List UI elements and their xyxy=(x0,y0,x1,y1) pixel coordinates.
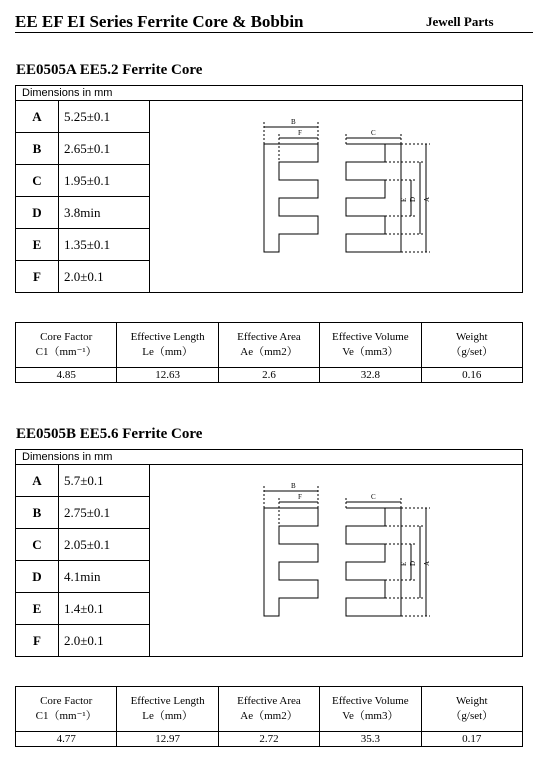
document-title: EE EF EI Series Ferrite Core & Bobbin xyxy=(15,12,304,31)
spec-header-line: Effective Volume xyxy=(332,331,409,343)
spec-value-effective-volume: 32.8 xyxy=(320,368,421,383)
dimensions-list xyxy=(16,465,149,657)
drawing-label-b: B xyxy=(291,482,296,490)
drawing-label-c: C xyxy=(371,129,376,137)
dimensions-divider xyxy=(149,465,150,657)
ee-core-drawing xyxy=(244,116,444,276)
brand-name: Jewell Parts xyxy=(426,14,494,29)
dimension-row-a xyxy=(16,101,149,133)
spec-header-unit: C1（mm⁻¹） xyxy=(35,710,97,722)
spec-header-line: Effective Area xyxy=(237,695,301,707)
spec-header-core-factor xyxy=(16,687,117,732)
dimensions-panel xyxy=(15,449,523,657)
dimension-value: 2.0±0.1 xyxy=(64,633,104,648)
section-title: EE0505A EE5.2 Ferrite Core xyxy=(16,62,203,78)
spec-header-unit: Ae（mm2） xyxy=(240,710,298,722)
core-specs-table xyxy=(15,322,523,383)
dimension-row-c xyxy=(16,529,149,561)
dimension-letter: D xyxy=(16,197,59,228)
ee-core-drawing xyxy=(244,480,444,640)
dimension-value: 1.4±0.1 xyxy=(64,601,104,616)
dimension-letter: F xyxy=(16,261,59,293)
dimension-row-a xyxy=(16,465,149,497)
drawing-label-f: F xyxy=(298,493,302,501)
spec-header-effective-volume xyxy=(320,687,421,732)
dimension-letter: B xyxy=(16,497,59,528)
spec-header-weight xyxy=(421,323,522,368)
dimension-letter: E xyxy=(16,593,59,624)
dimension-value: 4.1min xyxy=(64,569,101,584)
dimension-row-b xyxy=(16,133,149,165)
dimension-value: 2.65±0.1 xyxy=(64,141,111,156)
spec-value-weight: 0.16 xyxy=(421,368,522,383)
spec-header-unit: Le（mm） xyxy=(142,346,193,358)
spec-value-effective-volume: 35.3 xyxy=(320,732,421,747)
dimension-value: 3.8min xyxy=(64,205,101,220)
spec-header-effective-length xyxy=(117,687,218,732)
spec-header-effective-length xyxy=(117,323,218,368)
spec-header-unit: Ve（mm3） xyxy=(342,710,399,722)
spec-header-unit: （g/set） xyxy=(450,346,494,358)
drawing-label-a: A xyxy=(423,196,431,202)
section-title: EE0505B EE5.6 Ferrite Core xyxy=(16,426,203,442)
dimension-value: 2.05±0.1 xyxy=(64,537,111,552)
spec-header-unit: Ve（mm3） xyxy=(342,346,399,358)
dimension-letter: C xyxy=(16,529,59,560)
dimension-row-c xyxy=(16,165,149,197)
dimension-value: 2.0±0.1 xyxy=(64,269,104,284)
spec-header-line: Core Factor xyxy=(40,695,93,707)
drawing-label-c: C xyxy=(371,493,376,501)
drawing-label-f: F xyxy=(298,129,302,137)
dimension-letter: A xyxy=(16,101,59,132)
spec-value-core-factor: 4.77 xyxy=(16,732,117,747)
spec-header-line: Effective Volume xyxy=(332,695,409,707)
dimension-letter: A xyxy=(16,465,59,496)
dimension-row-e xyxy=(16,229,149,261)
drawing-label-d: D xyxy=(409,196,417,202)
dimensions-divider xyxy=(149,101,150,293)
dimensions-panel xyxy=(15,85,523,293)
dimension-letter: F xyxy=(16,625,59,657)
dimension-letter: B xyxy=(16,133,59,164)
dimension-value: 2.75±0.1 xyxy=(64,505,111,520)
dimension-row-d xyxy=(16,561,149,593)
dimension-letter: E xyxy=(16,229,59,260)
dimension-row-b xyxy=(16,497,149,529)
spec-value-core-factor: 4.85 xyxy=(16,368,117,383)
spec-header-line: Effective Length xyxy=(130,695,205,707)
dimension-row-d xyxy=(16,197,149,229)
dimensions-list xyxy=(16,101,149,293)
drawing-label-d: D xyxy=(409,560,417,566)
core-specs-table xyxy=(15,686,523,747)
drawing-label-a: A xyxy=(423,560,431,566)
dimension-value: 1.95±0.1 xyxy=(64,173,111,188)
spec-header-weight xyxy=(421,687,522,732)
spec-header-core-factor xyxy=(16,323,117,368)
dimension-row-f xyxy=(16,261,149,293)
spec-header-line: Weight xyxy=(456,331,488,343)
spec-header-effective-area xyxy=(218,687,319,732)
spec-header-line: Effective Area xyxy=(237,331,301,343)
spec-header-effective-volume xyxy=(320,323,421,368)
dimension-letter: D xyxy=(16,561,59,592)
spec-value-effective-area: 2.72 xyxy=(218,732,319,747)
dimension-row-f xyxy=(16,625,149,657)
spec-value-effective-area: 2.6 xyxy=(218,368,319,383)
drawing-label-e: E xyxy=(400,561,408,566)
spec-value-weight: 0.17 xyxy=(421,732,522,747)
drawing-label-b: B xyxy=(291,118,296,126)
spec-header-line: Core Factor xyxy=(40,331,93,343)
dimensions-header: Dimensions in mm xyxy=(16,450,522,465)
spec-header-unit: Le（mm） xyxy=(142,710,193,722)
title-underline xyxy=(15,32,533,33)
dimension-row-e xyxy=(16,593,149,625)
dimension-letter: C xyxy=(16,165,59,196)
dimension-value: 5.25±0.1 xyxy=(64,109,111,124)
dimension-value: 5.7±0.1 xyxy=(64,473,104,488)
dimensions-header: Dimensions in mm xyxy=(16,86,522,101)
drawing-label-e: E xyxy=(400,197,408,202)
spec-value-effective-length: 12.97 xyxy=(117,732,218,747)
spec-header-unit: （g/set） xyxy=(450,710,494,722)
spec-value-effective-length: 12.63 xyxy=(117,368,218,383)
spec-header-line: Effective Length xyxy=(130,331,205,343)
spec-header-unit: Ae（mm2） xyxy=(240,346,298,358)
spec-header-line: Weight xyxy=(456,695,488,707)
spec-header-unit: C1（mm⁻¹） xyxy=(35,346,97,358)
dimension-value: 1.35±0.1 xyxy=(64,237,111,252)
spec-header-effective-area xyxy=(218,323,319,368)
